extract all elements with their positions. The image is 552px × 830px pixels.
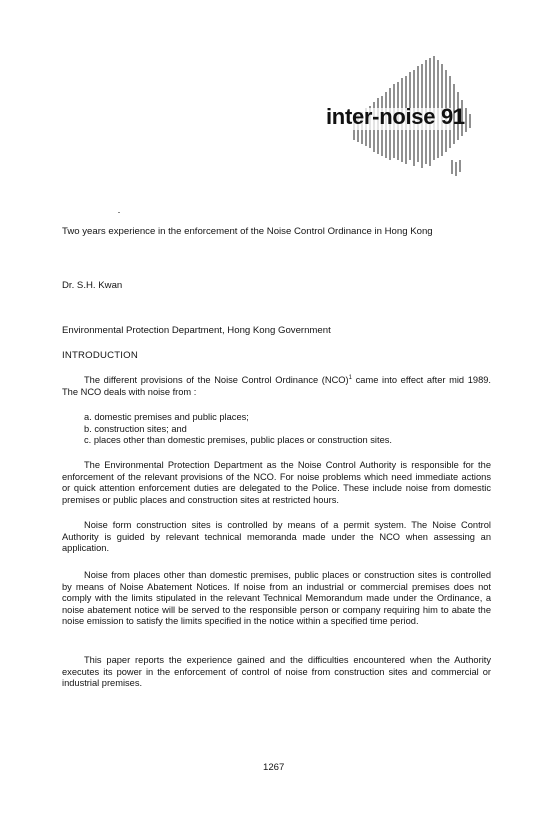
intro-text-b: came into effect after mid 1989. The NCO deals with noise from : — [62, 375, 492, 397]
stray-mark — [118, 212, 120, 213]
section-heading: INTRODUCTION — [62, 350, 138, 361]
paragraph-text: Noise form construction sites is controlled by means of a permit system. The Noise Control Authority is guided by relevant technical memoranda made under the NCO when assessing an application. — [62, 520, 491, 554]
noise-source-list — [84, 412, 392, 447]
paragraph-scope — [62, 655, 491, 690]
paragraph-text: This paper reports the experience gained and the difficulties encountered when the Authority executes its power in the enforcement of control of noise from construction sites and commercial or industrial premises. — [62, 655, 491, 689]
conference-logo — [320, 48, 495, 178]
intro-paragraph — [62, 375, 491, 398]
paragraph-construction — [62, 520, 491, 555]
paragraph-abatement — [62, 570, 491, 628]
logo-text: inter-noise 91 — [326, 104, 465, 129]
paragraph-enforcement — [62, 460, 491, 506]
list-item: b. construction sites; and — [84, 423, 187, 434]
paper-title: Two years experience in the enforcement of the Noise Control Ordinance in Hong Kong — [62, 226, 433, 237]
paragraph-text: The Environmental Protection Department as the Noise Control Authority is responsible for the enforcement of the relevant provisions of the NCO. For noise problems which need immediate actions or quick attention enforcement duties are delegated to the Police. These include noise from domestic premises or public places and construction sites at restricted hours. — [62, 460, 491, 505]
list-item: a. domestic premises and public places; — [84, 412, 249, 422]
page-number: 1267 — [263, 762, 285, 773]
paragraph-text: Noise from places other than domestic premises, public places or construction sites is controlled by means of Noise Abatement Notices. If noise from an industrial or commercial premises does not comply with the limits stipulated in the relevant Technical Memorandum made under the Ordinance, a noise abatement notice will be served to the responsible person or company requiring him to abate the noise emission to satisfy the limits specified in the notice within a specified time period. — [62, 570, 491, 627]
footnote-ref: 1 — [348, 374, 352, 381]
author-affiliation: Environmental Protection Department, Hong Kong Government — [62, 325, 331, 336]
author-name: Dr. S.H. Kwan — [62, 280, 123, 291]
list-item: c. places other than domestic premises, public places or construction sites. — [84, 435, 392, 446]
intro-text-a: The different provisions of the Noise Control Ordinance (NCO) — [84, 375, 349, 385]
